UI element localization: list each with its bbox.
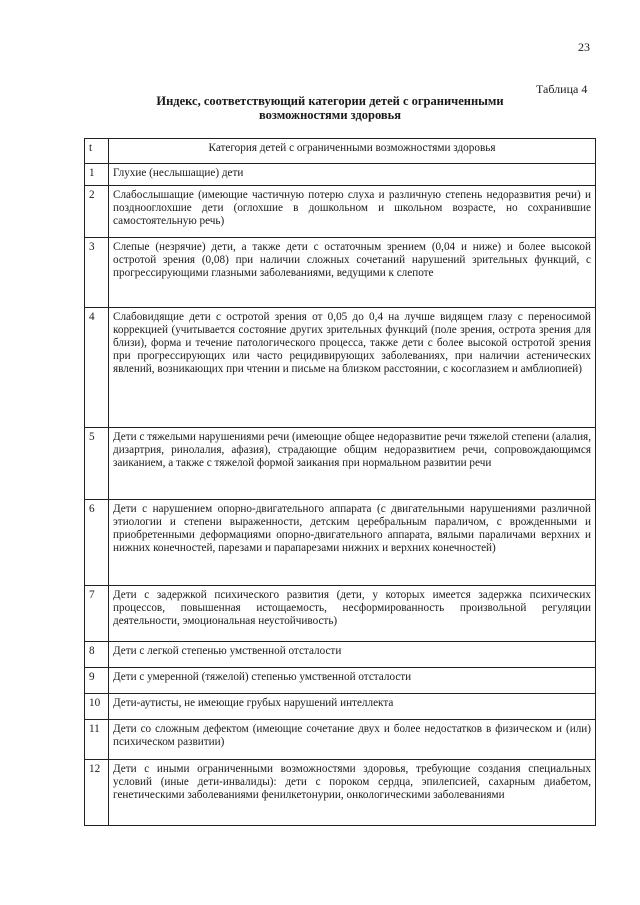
table-row xyxy=(85,642,596,668)
row-number: 4 xyxy=(85,308,109,428)
table-row xyxy=(85,428,596,500)
table-title-line-2: возможностями здоровья xyxy=(258,108,402,122)
header-category-column: Категория детей с ограниченными возможностями здоровья xyxy=(109,139,596,164)
row-category-text: Дети с иными ограниченными возможностями здоровья, требующие создания специальных условий (иные дети-инвалиды): дети с пороком сердца, эпилепсией, сахарным диабетом, генетическими заболеваниями фенилкетонурии, онкологическими заболеваниями xyxy=(109,760,596,826)
table-row xyxy=(85,186,596,238)
row-number: 9 xyxy=(85,668,109,694)
header-number-column: t xyxy=(85,139,109,164)
row-category-text: Слепые (незрячие) дети, а также дети с остаточным зрением (0,04 и ниже) и более высокой остротой зрения (0,08) при наличии сложных сочетаний нарушений зрительных функций, с прогрессирующими глазными заболеваниями, ведущими к слепоте xyxy=(109,238,596,308)
row-number: 6 xyxy=(85,500,109,586)
table-row xyxy=(85,500,596,586)
row-category-text: Слабослышащие (имеющие частичную потерю слуха и различную степень недоразвития речи) и позднооглохшие дети (оглохшие в дошкольном и школьном возрасте, но сохранившие самостоятельную речь) xyxy=(109,186,596,238)
row-number: 3 xyxy=(85,238,109,308)
categories-table xyxy=(84,138,596,826)
table-row xyxy=(85,308,596,428)
table-label: Таблица 4 xyxy=(536,82,588,96)
table-row xyxy=(85,694,596,720)
row-number: 1 xyxy=(85,164,109,186)
table-title xyxy=(110,94,550,122)
row-category-text: Слабовидящие дети с остротой зрения от 0,05 до 0,4 на лучше видящем глазу с переносимой коррекцией (учитывается состояние других зрительных функций (поле зрения, острота зрения для близи), форма и течение патологического процесса, также дети с более высокой остротой зрения при прогрессирующих или часто рецидивирующих заболеваниях, при наличии астенических явлений, возникающих при чтении и письме на близком расстоянии, с косоглазием и амблиопией) xyxy=(109,308,596,428)
table-row xyxy=(85,164,596,186)
table-header-row xyxy=(85,139,596,164)
table-row xyxy=(85,760,596,826)
row-number: 5 xyxy=(85,428,109,500)
page-number: 23 xyxy=(578,40,590,54)
row-category-text: Глухие (неслышащие) дети xyxy=(109,164,596,186)
row-category-text: Дети-аутисты, не имеющие грубых нарушений интеллекта xyxy=(109,694,596,720)
table-row xyxy=(85,586,596,642)
table-title-line-1: Индекс, соответствующий категории детей с ограниченными xyxy=(156,94,504,108)
table-row xyxy=(85,238,596,308)
row-category-text: Дети со сложным дефектом (имеющие сочетание двух и более недостатков в физическом и (или) психическом развитии) xyxy=(109,720,596,760)
table-row xyxy=(85,668,596,694)
row-category-text: Дети с легкой степенью умственной отсталости xyxy=(109,642,596,668)
row-category-text: Дети с задержкой психического развития (дети, у которых имеется задержка психических процессов, повышенная истощаемость, несформированность произвольной регуляции деятельности, эмоциональная неустойчивость) xyxy=(109,586,596,642)
row-category-text: Дети с умеренной (тяжелой) степенью умственной отсталости xyxy=(109,668,596,694)
row-number: 11 xyxy=(85,720,109,760)
row-number: 10 xyxy=(85,694,109,720)
table-row xyxy=(85,720,596,760)
row-number: 12 xyxy=(85,760,109,826)
row-category-text: Дети с нарушением опорно-двигательного аппарата (с двигательными нарушениями различной этиологии и степени выраженности, детским церебральным параличом, с врожденными и приобретенными деформациями опорно-двигательного аппарата, вялыми параличами верхних и нижних конечностей, парезами и парапарезами нижних и верхних конечностей) xyxy=(109,500,596,586)
row-number: 8 xyxy=(85,642,109,668)
row-number: 2 xyxy=(85,186,109,238)
row-number: 7 xyxy=(85,586,109,642)
row-category-text: Дети с тяжелыми нарушениями речи (имеющие общее недоразвитие речи тяжелой степени (алалия, дизартрия, ринолалия, афазия), страдающие общим недоразвитием речи, сопровождающимся заиканием, а также с тяжелой формой заикания при нормальном развитии речи xyxy=(109,428,596,500)
